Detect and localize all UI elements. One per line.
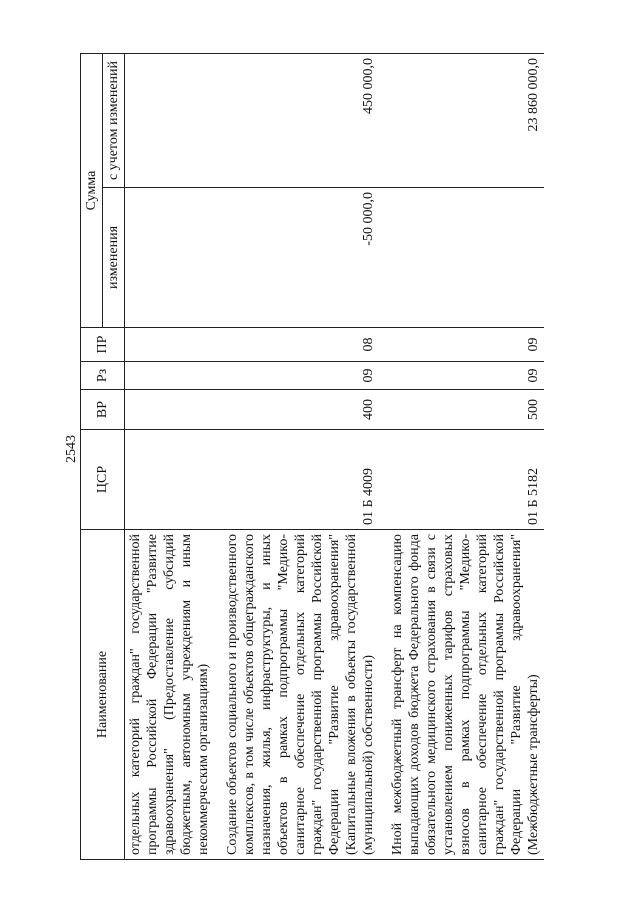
budget-table [80,53,544,860]
table-row [125,54,215,860]
row-change: -50 000,0 [214,188,379,328]
row-pr: 08 [214,328,379,362]
header-vr: ВР [81,390,125,430]
row-rz: 09 [379,362,544,390]
rotated-sheet [80,54,600,860]
row-name: Иной межбюджетный трансферт на компенсацию выпадающих доходов бюджета Федерального фонда обязательного медицинского страхования в связи с установлением пониженных тарифов страховых взносов в рамках подпрограммы "Медико-санитарное обеспечение отдельных категорий граждан" государственной программы Российской Федерации "Развитие здравоохранения" (Межбюджетные трансферты) [379,530,544,860]
page-number: 2543 [64,435,79,463]
row-pr: 09 [379,328,544,362]
header-rz: Рз [81,362,125,390]
table-row [214,54,379,860]
row-name: отдельных категорий граждан" государственной программы Российской Федерации "Развитие здравоохранения" (Предоставление субсидий бюджетным, автономным учреждениям и иным некоммерческим организациям) [125,530,215,860]
row-vr: 500 [379,390,544,430]
row-vr: 400 [214,390,379,430]
row-change [379,188,544,328]
row-csr: 01 Б 4009 [214,430,379,530]
row-total: 23 860 000,0 [379,54,544,188]
header-pr: ПР [81,328,125,362]
row-name: Создание объектов социального и производственного комплексов, в том числе объектов общегражданского назначения, жилья, инфраструктуры, и иных объектов в рамках подпрограммы "Медико-санитарное обеспечение отдельных категорий граждан" государственной программы Российской Федерации "Развитие здравоохранения" (Капитальные вложения в объекты государственной (муниципальной) собственности) [214,530,379,860]
row-rz: 09 [214,362,379,390]
row-csr: 01 Б 5182 [379,430,544,530]
row-change [125,188,215,328]
header-csr: ЦСР [81,430,125,530]
row-rz [125,362,215,390]
row-csr [125,430,215,530]
header-name: Наименование [81,530,125,860]
header-sum: Сумма [81,54,103,328]
header-change: изменения [103,188,125,328]
row-vr [125,390,215,430]
row-total: 450 000,0 [214,54,379,188]
row-pr [125,328,215,362]
row-total [125,54,215,188]
table-row [379,54,544,860]
header-with-changes: с учетом изменений [103,54,125,188]
header-row-1 [81,54,103,860]
